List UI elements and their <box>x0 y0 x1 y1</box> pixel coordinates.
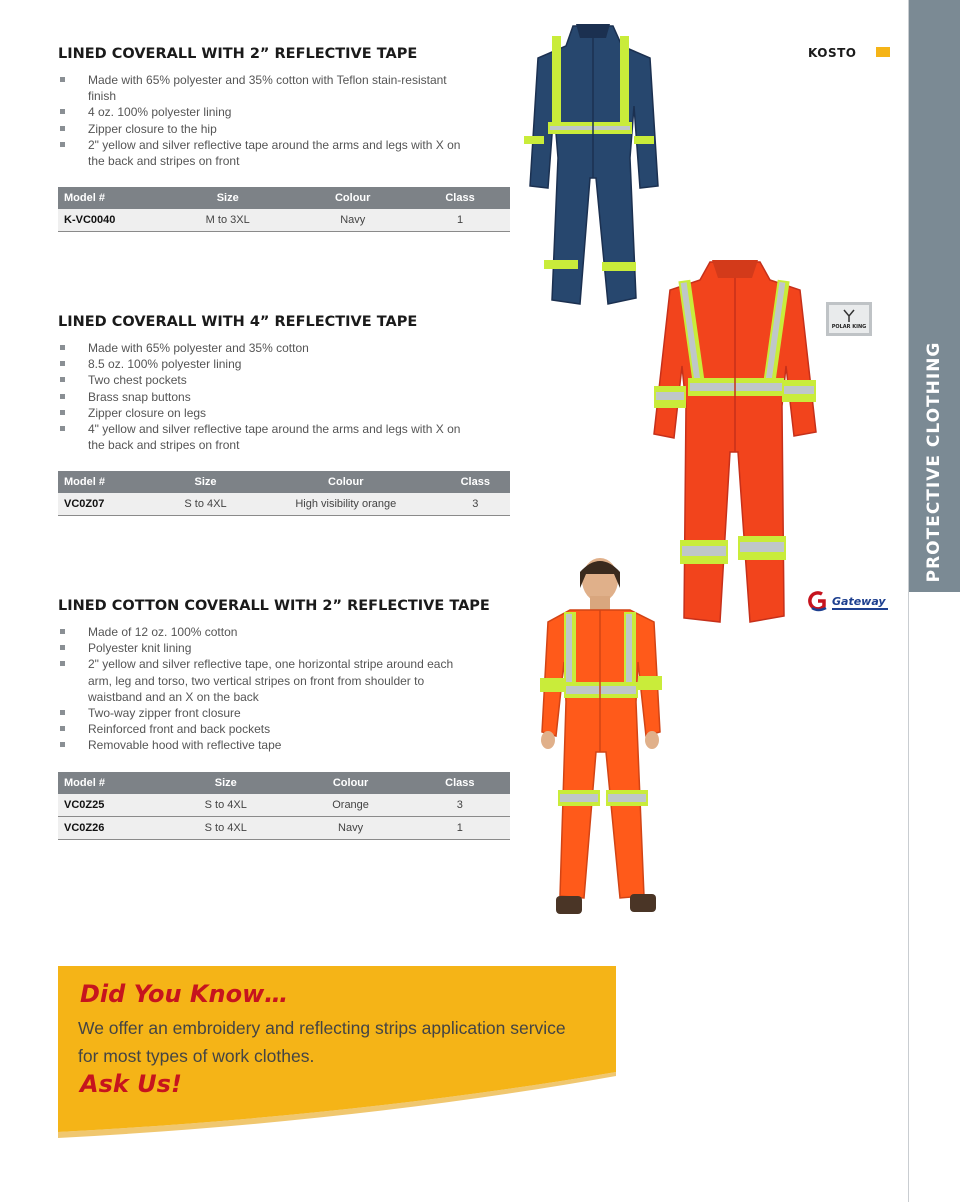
cell-model: VC0Z25 <box>58 794 160 817</box>
product-title-1: LINED COVERALL WITH 2” REFLECTIVE TAPE <box>58 46 418 62</box>
col-colour: Colour <box>251 471 441 493</box>
col-size: Size <box>160 772 292 794</box>
feature-item: Made with 65% polyester and 35% cotton <box>58 340 468 356</box>
feature-list-1 <box>58 72 510 169</box>
spec-table-1 <box>58 187 510 232</box>
product-section-1 <box>58 46 510 232</box>
orange-coverall-photo <box>650 256 820 626</box>
feature-item: Zipper closure on legs <box>58 405 468 421</box>
feature-item: Brass snap buttons <box>58 389 468 405</box>
feature-list-2 <box>58 340 510 453</box>
polar-king-logo-text: POLAR KING <box>831 324 867 330</box>
feature-item: Removable hood with reflective tape <box>58 737 468 753</box>
cell-colour: Orange <box>292 794 410 817</box>
table-row <box>58 816 510 839</box>
cell-class: 1 <box>410 209 510 232</box>
feature-list-3 <box>58 624 510 754</box>
cell-class: 3 <box>410 794 510 817</box>
kosto-logo <box>808 44 890 60</box>
col-colour: Colour <box>292 772 410 794</box>
feature-item: Made of 12 oz. 100% cotton <box>58 624 468 640</box>
spec-table-3 <box>58 772 510 840</box>
cell-model: K-VC0040 <box>58 209 160 232</box>
col-class: Class <box>410 772 510 794</box>
model-coverall-photo <box>534 552 668 920</box>
feature-item: 8.5 oz. 100% polyester lining <box>58 356 468 372</box>
cell-size: M to 3XL <box>160 209 295 232</box>
product-title-2: LINED COVERALL WITH 4” REFLECTIVE TAPE <box>58 314 418 330</box>
col-class: Class <box>441 471 510 493</box>
col-model: Model # <box>58 772 160 794</box>
feature-item: Reinforced front and back pockets <box>58 721 468 737</box>
cell-colour: Navy <box>295 209 410 232</box>
col-size: Size <box>160 187 295 209</box>
feature-item: Two chest pockets <box>58 372 468 388</box>
cell-size: S to 4XL <box>160 493 251 516</box>
cell-class: 3 <box>441 493 510 516</box>
cell-model: VC0Z26 <box>58 816 160 839</box>
kosto-logo-text: KOSTO <box>808 46 857 60</box>
ask-us-cta: Ask Us! <box>80 1070 182 1098</box>
gateway-logo <box>808 590 892 614</box>
col-model: Model # <box>58 187 160 209</box>
cell-size: S to 4XL <box>160 816 292 839</box>
table-row <box>58 493 510 516</box>
table-row <box>58 794 510 817</box>
feature-item: 4 oz. 100% polyester lining <box>58 104 468 120</box>
cell-size: S to 4XL <box>160 794 292 817</box>
feature-item: 2" yellow and silver reflective tape around the arms and legs with X on the back and stripes on front <box>58 137 468 169</box>
category-tab-label: PROTECTIVE CLOTHING <box>924 341 944 583</box>
feature-item: Zipper closure to the hip <box>58 121 468 137</box>
did-you-know-title: Did You Know… <box>80 980 289 1008</box>
gateway-logo-text: Gateway <box>832 595 886 608</box>
col-size: Size <box>160 471 251 493</box>
polar-king-logo <box>826 302 872 336</box>
cell-model: VC0Z07 <box>58 493 160 516</box>
product-section-2 <box>58 314 510 516</box>
cell-colour: High visibility orange <box>251 493 441 516</box>
table-row <box>58 209 510 232</box>
feature-item: 2" yellow and silver reflective tape, one horizontal stripe around each arm, leg and torso, two vertical stripes on front from shoulder to waistband and an X on the back <box>58 656 468 705</box>
feature-item: Two-way zipper front closure <box>58 705 468 721</box>
cell-class: 1 <box>410 816 510 839</box>
spec-table-2 <box>58 471 510 516</box>
product-title-3: LINED COTTON COVERALL WITH 2” REFLECTIVE TAPE <box>58 598 490 614</box>
did-you-know-text: We offer an embroidery and reflecting strips application service for most types of work clothes. <box>78 1018 566 1066</box>
navy-coverall-photo <box>518 18 668 310</box>
col-model: Model # <box>58 471 160 493</box>
feature-item: 4" yellow and silver reflective tape around the arms and legs with X on the back and stripes on front <box>58 421 468 453</box>
feature-item: Made with 65% polyester and 35% cotton with Teflon stain-resistant finish <box>58 72 468 104</box>
product-section-3 <box>58 598 510 840</box>
cell-colour: Navy <box>292 816 410 839</box>
col-class: Class <box>410 187 510 209</box>
feature-item: Polyester knit lining <box>58 640 468 656</box>
col-colour: Colour <box>295 187 410 209</box>
